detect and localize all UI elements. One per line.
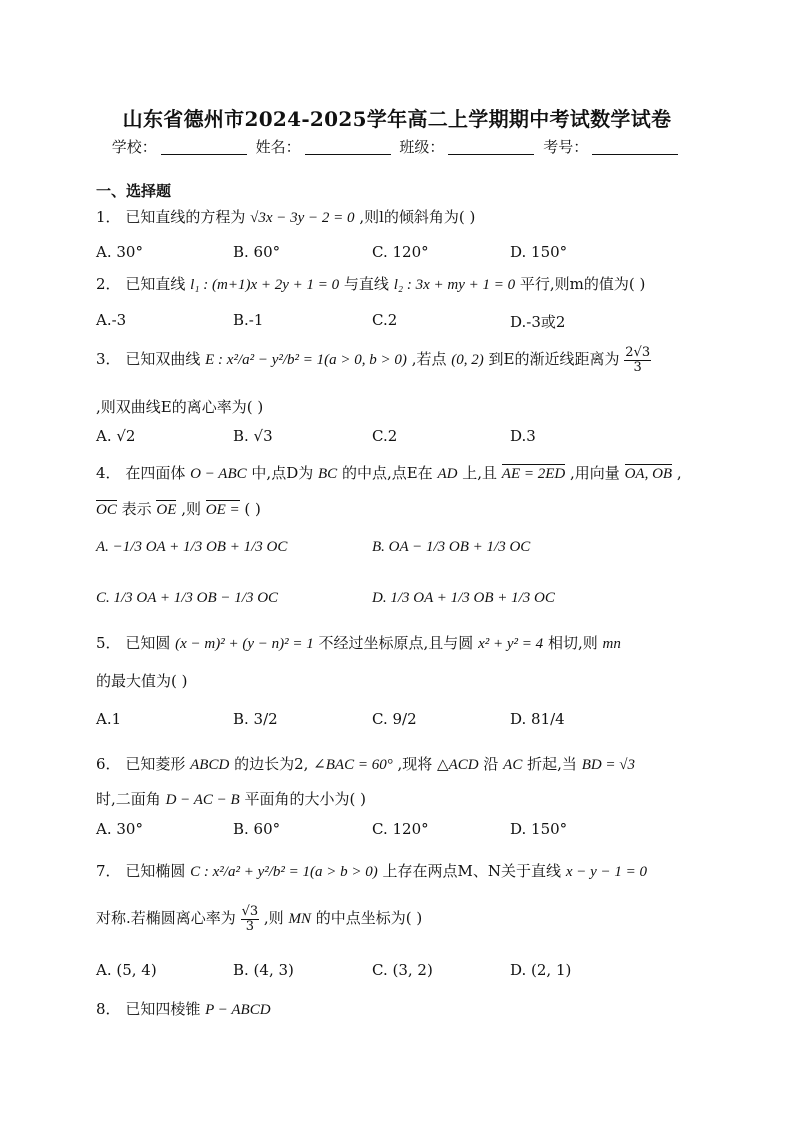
math-expression: BD = √3 [581,757,636,773]
math-expression: (0, 2) [451,352,484,369]
math-expression: l₁ : (m+1)x + 2y + 1 = 0 [190,277,340,293]
question-1 [96,206,475,227]
question-text: ,则l的倾斜角为( ) [359,208,476,226]
question-text: 已知菱形 [125,755,186,773]
question-number: 7． [96,862,121,880]
vector-expression: OE = [205,502,240,518]
math-expression: C : x²/a² + y²/b² = 1(a > b > 0) [190,864,378,880]
name-label: 姓名： [255,138,301,156]
question-4 [96,462,682,483]
question-text: 的中点坐标为( ) [315,909,423,928]
q7-option-c: C. (3, 2) [372,961,433,979]
question-number: 3． [96,350,121,369]
q1-option-a: A. 30° [96,243,143,261]
question-text: , [676,464,682,482]
question-number: 1． [96,208,121,226]
question-text: 与直线 [343,275,389,293]
question-text: 已知四棱锥 [125,1000,201,1018]
school-blank [161,139,247,155]
question-text: 已知椭圆 [125,862,186,880]
q6-option-d: D. 150° [510,820,568,838]
q5-option-b: B. 3/2 [233,710,278,728]
math-expression: O − ABC [190,466,247,482]
q7-option-b: B. (4, 3) [233,961,294,979]
q1-option-b: B. 60° [233,243,281,261]
distance-fraction [624,346,651,374]
question-3-line-2: ,则双曲线E的离心率为( ) [96,398,264,416]
q5-option-d: D. 81/4 [510,710,565,728]
section-heading: 一、选择题 [96,182,172,200]
vector-expression: OA, OB [624,466,673,482]
question-5 [96,632,621,653]
question-text: ( ) [244,500,261,518]
fraction-numerator: 2√3 [625,345,651,360]
question-number: 6． [96,755,121,773]
school-label: 学校： [111,138,157,156]
math-expression: (x − m)² + (y − n)² = 1 [175,636,314,652]
q7-option-a: A. (5, 4) [96,961,157,979]
math-expression: mn [602,636,621,652]
math-expression: MN [288,911,311,928]
question-text: 已知直线 [125,275,186,293]
question-number: 2． [96,275,121,293]
eccentricity-fraction [241,905,260,933]
q7-option-d: D. (2, 1) [510,961,572,979]
question-2 [96,273,645,294]
number-blank [592,139,678,155]
q4-option-b: B. OA − 1/3 OB + 1/3 OC [372,539,531,555]
class-label: 班级： [399,138,445,156]
q3-option-c: C.2 [372,427,398,445]
q4-option-c: C. 1/3 OA + 1/3 OB − 1/3 OC [96,590,279,606]
page-title: 山东省德州市2024-2025学年高二上学期期中考试数学试卷 [122,107,672,131]
fraction-denominator: 3 [633,359,642,375]
question-text: 的中点,点E在 [341,464,433,482]
math-expression: △ACD [437,757,479,773]
question-text: 沿 [483,755,499,773]
math-expression: √3x − 3y − 2 = 0 [250,210,355,226]
q4-option-d: D. 1/3 OA + 1/3 OB + 1/3 OC [372,590,555,606]
question-text: ,则 [263,909,284,928]
question-7 [96,860,647,881]
question-text: 上存在两点M、N关于直线 [382,862,562,880]
question-text: ,现将 [397,755,433,773]
math-expression: BC [318,466,338,482]
question-text: 的边长为2, [234,755,309,773]
name-blank [305,139,391,155]
student-info-line [0,136,794,157]
question-7-line-2 [96,905,422,933]
question-6-line-2 [96,788,366,809]
question-text: 已知直线的方程为 [125,208,246,226]
math-expression: l₂ : 3x + my + 1 = 0 [393,277,516,293]
q6-option-a: A. 30° [96,820,143,838]
q1-option-d: D. 150° [510,243,568,261]
fraction-numerator: √3 [241,904,259,919]
q3-option-a: A. √2 [96,427,136,445]
question-8 [96,998,271,1019]
question-text: 到E的渐近线距离为 [488,350,620,369]
math-expression: D − AC − B [165,792,240,808]
vector-expression: OC [96,502,117,518]
fraction-denominator: 3 [245,918,254,934]
question-text: 平面角的大小为( ) [244,790,366,808]
math-expression: AC [503,757,523,773]
question-text: ,用向量 [570,464,620,482]
q3-option-b: B. √3 [233,427,273,445]
question-3 [96,346,651,374]
math-expression: ∠BAC = 60° [313,757,393,773]
question-text: 时,二面角 [96,790,161,808]
q1-option-c: C. 120° [372,243,429,261]
math-expression: AD [437,466,458,482]
q2-option-b: B.-1 [233,311,264,329]
question-number: 5． [96,634,121,652]
question-5-line-2: 的最大值为( ) [96,672,188,690]
question-text: 中,点D为 [251,464,314,482]
question-text: 不经过坐标原点,且与圆 [318,634,474,652]
question-text: 已知双曲线 [125,350,201,369]
question-6 [96,753,635,774]
question-text: 表示 [121,500,152,518]
math-expression: E : x²/a² − y²/b² = 1(a > 0, b > 0) [205,352,407,369]
math-expression: x² + y² = 4 [478,636,544,652]
question-number: 4． [96,464,121,482]
vector-expression: OE [156,502,177,518]
number-label: 考号： [543,138,589,156]
q3-option-d: D.3 [510,427,536,445]
question-text: ,则 [181,500,201,518]
q2-option-c: C.2 [372,311,398,329]
question-text: 对称.若椭圆离心率为 [96,909,236,928]
question-text: 平行,则m的值为( ) [519,275,646,293]
q6-option-c: C. 120° [372,820,429,838]
math-expression: P − ABCD [205,1002,271,1018]
question-number: 8． [96,1000,121,1018]
q2-option-d: D.-3或2 [510,313,566,331]
question-text: ,若点 [411,350,447,369]
question-text: 已知圆 [125,634,171,652]
vector-expression: AE = 2ED [501,466,566,482]
q5-option-a: A.1 [96,710,122,728]
q4-option-a: A. −1/3 OA + 1/3 OB + 1/3 OC [96,539,288,555]
question-text: 上,且 [462,464,498,482]
math-expression: ABCD [190,757,230,773]
class-blank [448,139,534,155]
math-expression: x − y − 1 = 0 [565,864,647,880]
question-text: 相切,则 [547,634,598,652]
q2-option-a: A.-3 [96,311,127,329]
question-text: 在四面体 [125,464,186,482]
question-text: 折起,当 [527,755,577,773]
q6-option-b: B. 60° [233,820,281,838]
question-4-line-2 [96,498,261,519]
q5-option-c: C. 9/2 [372,710,417,728]
